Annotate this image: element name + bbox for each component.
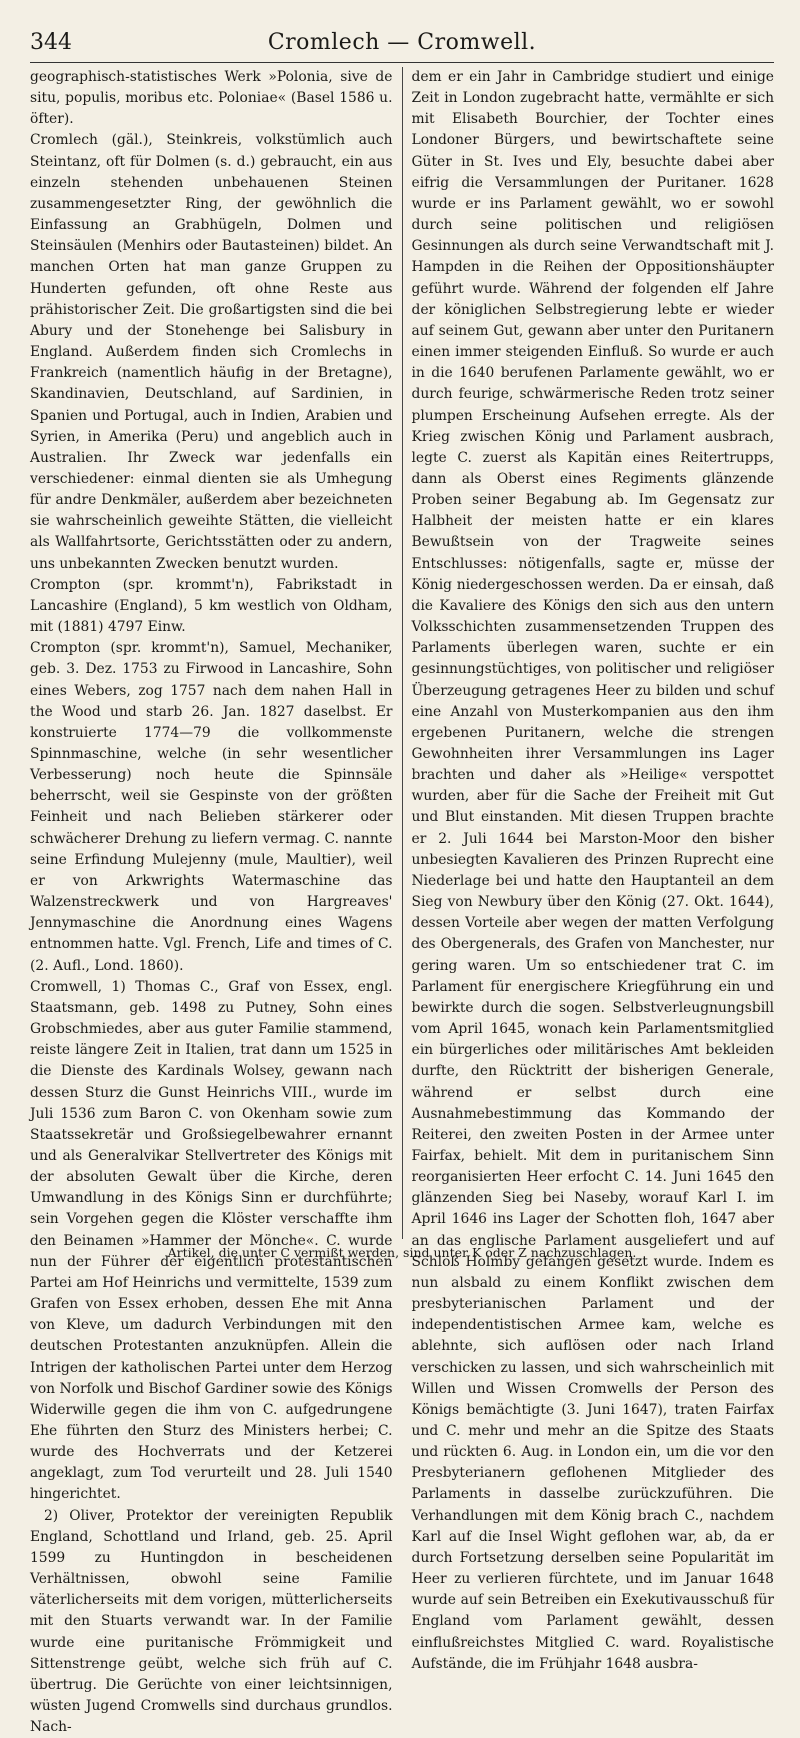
page-header (30, 30, 774, 64)
entry-continuation-polonia: geographisch-statistisches Werk »Polonia, sive de situ, populis, moribus etc. Poloniae« (Basel 1586 u. öfter). (30, 69, 393, 128)
entry-cromlech: Cromlech (gäl.), Steinkreis, volkstümlich auch Steintanz, oft für Dolmen (s. d.) gebraucht, ein aus einzeln stehenden unbehauenen Steinen zusammengesetzter Ring, der gewöhnlich die Einfassung an Grabhügeln, Dolmen und Steinsäulen (Menhirs oder Bautasteinen) bildet. An manchen Orten hat man ganze Gruppen zu Hunderten gefunden, oft ohne Reste aus prähistorischer Zeit. Die großartigsten sind die bei Abury und der Stonehenge bei Salisbury in England. Außerdem finden sich Cromlechs in Frankreich (namentlich häufig in der Bretagne), Skandinavien, Deutschland, auf Sardinien, in Spanien und Portugal, auch in Indien, Arabien und Syrien, in Amerika (Peru) und angeblich auch in Australien. Ihr Zweck war jedenfalls ein verschiedener: einmal dienten sie als Umhegung für andre Denkmäler, außerdem aber bezeichneten sie wahrscheinlich geweihte Stätten, die vielleicht als Wallfahrtsorte, Gerichtsstätten oder zu andern, uns unbekannten Zwecken benutzt wurden. (30, 132, 393, 572)
running-title: Cromlech — Cromwell. (267, 30, 537, 55)
entry-cromwell-oliver: 2) Oliver, Protektor der vereinigten Republik England, Schottland und Irland, geb. 25. April 1599 zu Huntingdon in bescheidenen Verhältnissen, obwohl seine Familie väterlicherseits mit dem vorigen, mütterlicherseits mit den Stuarts verwandt war. In der Familie wurde eine puritanische Frömmigkeit und Sittenstrenge geübt, welche sich früh auf C. übertrug. Die Gerüchte von einer leichtsinnigen, wüsten Jugend Cromwells sind durchaus grundlos. Nach- (30, 1507, 393, 1736)
page-footer-note: Artikel, die unter C vermißt werden, sind unter K oder Z nachzuschlagen. (167, 1245, 637, 1260)
entry-crompton-town: Crompton (spr. krommt'n), Fabrikstadt in Lancashire (England), 5 km westlich von Oldham, mit (1881) 4797 Einw. (30, 576, 393, 636)
entry-crompton-samuel: Crompton (spr. krommt'n), Samuel, Mechaniker, geb. 3. Dez. 1753 zu Firwood in Lancashire, Sohn eines Webers, zog 1757 nach dem nahen Hall in the Wood und starb 26. Jan. 1827 daselbst. Er konstruierte 1774—79 die vollkommenste Spinnmaschine, welche (in sehr wesentlicher Verbesserung) noch heute die Spinnsäle beherrscht, weil sie Gespinste von der größten Feinheit und nach Belieben stärkerer oder schwächerer Drehung zu liefern vermag. C. nannte seine Erfindung Mulejenny (mule, Maultier), weil er von Arkwrights Watermaschine das Walzenstreckwerk und von Hargreaves' Jennymaschine die Anordnung eines Wagens entnommen hatte. Vgl. French, Life and times of C. (2. Aufl., Lond. 1860). (30, 640, 393, 974)
page-number: 344 (30, 30, 72, 55)
entry-cromwell-oliver-continued: dem er ein Jahr in Cambridge studiert und einige Zeit in London zugebracht hatte, vermählte er sich mit Elisabeth Bourchier, der Tochter eines Londoner Bürgers, und bewirtschaftete seine Güter in St. Ives und Ely, besuchte dabei aber eifrig die Versammlungen der Puritaner. 1628 wurde er ins Parlament gewählt, wo er sowohl durch seine politischen und religiösen Gesinnungen als durch seine Verwandtschaft mit J. Hampden in die Reihen der Oppositionshäupter geführt wurde. Während der folgenden elf Jahre der königlichen Selbstregierung lebte er wieder auf seinem Gut, gewann aber unter den Puritanern einen immer steigenden Einfluß. So wurde er auch in die 1640 berufenen Parlamente gewählt, wo er durch feurige, schwärmerische Reden trotz seiner plumpen Erscheinung Aufsehen erregte. Als der Krieg zwischen König und Parlament ausbrach, legte C. zuerst als Kapitän eines Reitertrupps, dann als Oberst eines Regiments glänzende Proben seiner Begabung ab. Im Gegensatz zur Halbheit der meisten hatte er ein klares Bewußtsein von der Tragweite seines Entschlusses: nötigenfalls, sagte er, müsse der König niedergeschossen werden. Da er einsah, daß die Kavaliere des Königs den sich aus den untern Volksschichten zusammensetzenden Truppen des Parlaments überlegen waren, suchte er ein gesinnungstüchtiges, von politischer und religiöser Überzeugung getragenes Heer zu bilden und schuf eine Anzahl von Musterkompanien aus den ihm ergebenen Puritanern, welche die strengen Gewohnheiten ihrer Versammlungen ins Lager brachten und daher als »Heilige« verspottet wurden, aber für die Sache der Freiheit mit Gut und Blut einstanden. Mit diesen Truppen brachte er 2. Juli 1644 bei Marston-Moor den bisher unbesiegten Kavalieren des Prinzen Ruprecht eine Niederlage bei und hatte den Hauptanteil an dem Sieg von Newbury über den König (27. Okt. 1644), dessen Vorteile aber wegen der matten Verfolgung des Obergenerals, des Grafen von Manchester, nur gering waren. Um so entschiedener trat C. im Parlament für energischere Kriegführung ein und bewirkte durch die sogen. Selbstverleugnungsbill vom April 1645, wonach kein Parlamentsmitglied ein bürgerliches oder militärisches Amt bekleiden durfte, den Rücktritt der bisherigen Generale, während er selbst durch eine Ausnahmebestimmung das Kommando der Reiterei, den zweiten Posten in der Armee unter Fairfax, behielt. Mit dem in puritanischem Sinn reorganisierten Heer erfocht C. 14. Juni 1645 den glänzenden Sieg bei Naseby, worauf Karl I. im April 1646 ins Lager der Schotten floh, 1647 aber an das englische Parlament ausgeliefert und auf Schloß Holmby gefangen gesetzt wurde. Indem es nun alsbald zu einem Konflikt zwischen dem presbyterianischen Parlament und der independentistischen Armee kam, welche es ablehnte, sich auflösen oder nach Irland verschicken zu lassen, und sich wahrscheinlich mit Willen und Wissen Cromwells der Person des Königs bemächtigte (3. Juni 1647), traten Fairfax und C. mehr und mehr an die Spitze des Staats und rückten 6. Aug. in London ein, um die vor den Presbyterianern geflohenen Mitglieder des Parlaments in dasselbe zurückzuführen. Die Verhandlungen mit dem König brach C., nachdem Karl auf die Insel Wight geflohen war, ab, da er durch Fortsetzung derselben seine Popularität im Heer zu verlieren fürchtete, und im Januar 1648 wurde auf sein Betreiben ein Exekutivausschuß für England vom Parlament gewählt, dessen einflußreichstes Mitglied C. ward. Royalistische Aufstände, die im Frühjahr 1648 ausbra- (411, 69, 774, 1672)
header-rule (30, 62, 774, 63)
entry-cromwell-thomas: Cromwell, 1) Thomas C., Graf von Essex, engl. Staatsmann, geb. 1498 zu Putney, Sohn eines Grobschmiedes, aber aus guter Familie stammend, reiste längere Zeit in Italien, trat dann um 1525 in die Dienste des Kardinals Wolsey, gewann nach dessen Sturz die Gunst Heinrichs VIII., wurde im Juli 1536 zum Baron C. von Okenham sowie zum Staatssekretär und Großsiegelbewahrer ernannt und als Generalvikar Stellvertreter des Königs mit der absoluten Gewalt über die Kirche, deren Umwandlung in des Königs Sinn er durchführte; sein Vorgehen gegen die Klöster verschaffte ihm den Beinamen »Hammer der Mönche«. C. wurde nun der Führer der eigentlich protestantischen Partei am Hof Heinrichs und vermittelte, 1539 zum Grafen von Essex erhoben, dessen Ehe mit Anna von Kleve, um dadurch Verbindungen mit den deutschen Protestanten anzuknüpfen. Allein die Intrigen der katholischen Partei unter dem Herzog von Norfolk und Bischof Gardiner sowie des Königs Widerwille gegen die ihm von C. aufgedrungene Ehe führten den Sturz des Ministers herbei; C. wurde des Hochverrats und der Ketzerei angeklagt, zum Tod verurteilt und 28. Juli 1540 hingerichtet. (30, 978, 393, 1503)
right-column (403, 67, 775, 1672)
